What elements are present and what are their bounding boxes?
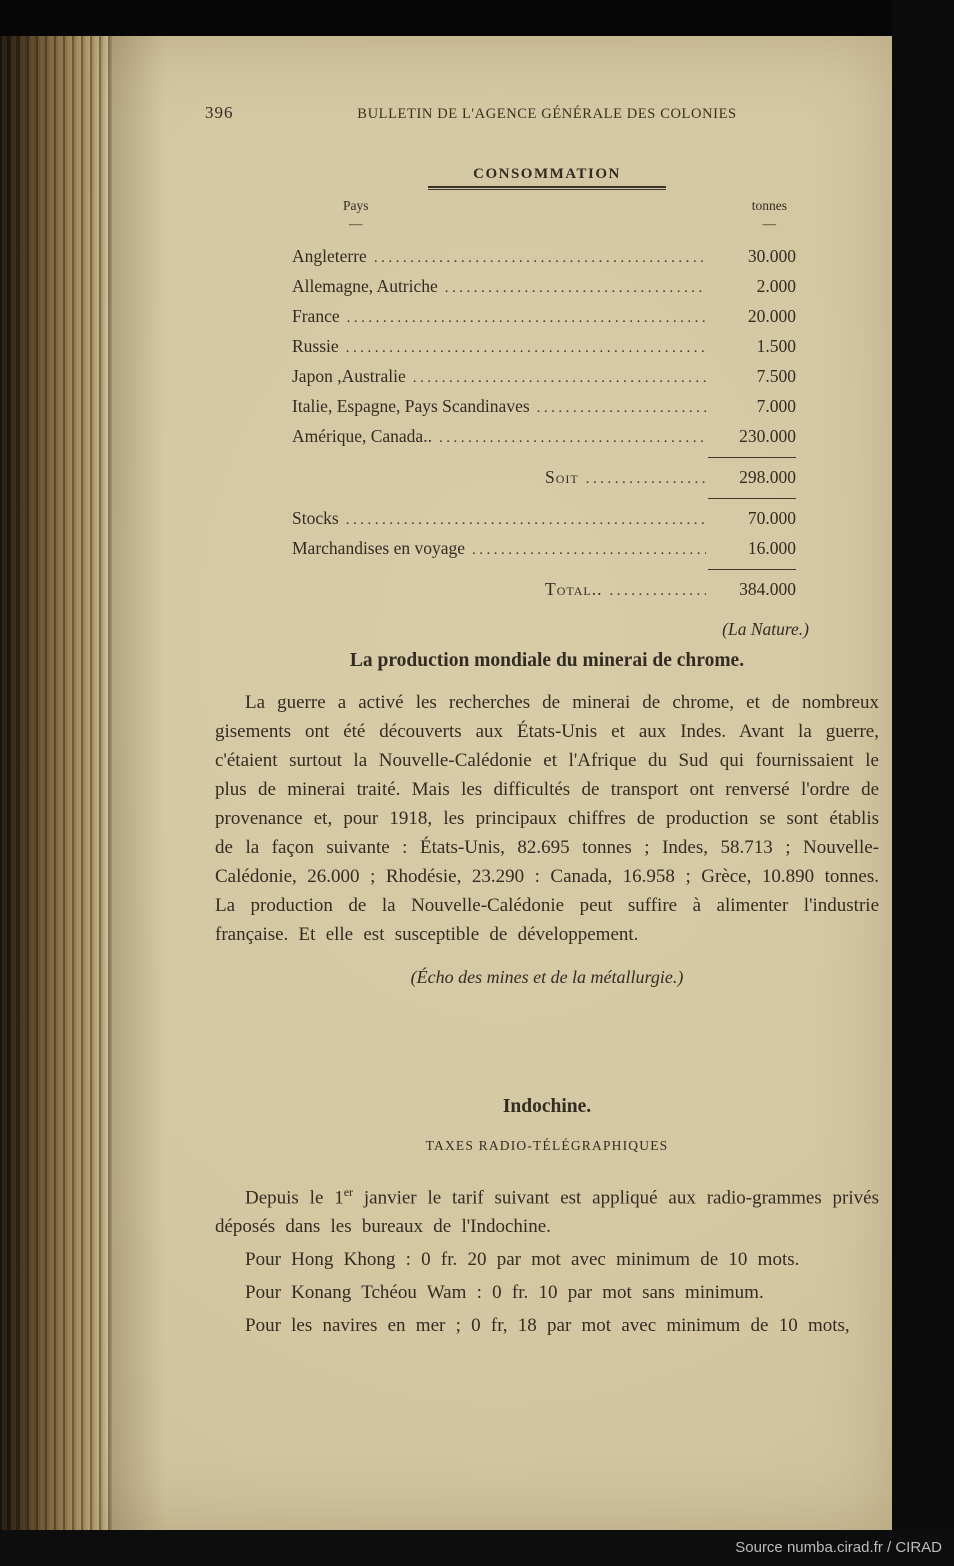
article-chrome (215, 650, 879, 988)
table-row (292, 332, 796, 362)
row-value: 298.000 (739, 467, 796, 487)
row-label: Marchandises en voyage (292, 538, 465, 558)
article-chrome-title: La production mondiale du minerai de chrome. (349, 650, 745, 671)
row-value: 2.000 (756, 276, 796, 296)
row-value: 20.000 (747, 306, 796, 326)
running-header: BULLETIN DE L'AGENCE GÉNÉRALE DES COLONIES (357, 106, 737, 122)
dot-leader (413, 362, 706, 392)
sum-rule (708, 457, 796, 458)
row-label: Japon ,Australie (292, 366, 406, 386)
indochine-paragraph-2: Pour Hong Khong : 0 fr. 20 par mot avec minimum de 10 mots. (245, 1249, 800, 1271)
column-dash: — (349, 216, 363, 231)
row-value: 7.000 (756, 396, 796, 416)
section-indochine (215, 1096, 879, 1340)
dot-leader (609, 575, 706, 605)
sum-rule (708, 498, 796, 499)
dot-leader (472, 534, 706, 564)
indochine-paragraph-1 (215, 1178, 879, 1241)
row-label: Total.. (545, 579, 603, 599)
paragraph-text: janvier le tarif suivant est appliqué aux radio-grammes privés déposés dans les bureaux de l'Indochine. (215, 1187, 879, 1238)
dot-leader (537, 392, 706, 422)
la-nature-source: (La Nature.) (722, 619, 809, 639)
dot-leader (445, 272, 706, 302)
table-column-headers (215, 198, 879, 232)
table-row (292, 302, 796, 332)
column-label-tonnes: tonnes (751, 198, 787, 213)
row-label: Allemagne, Autriche (292, 276, 438, 296)
row-value: 7.500 (756, 366, 796, 386)
row-value: 230.000 (739, 426, 796, 446)
footer-source-attribution: Source numba.cirad.fr / CIRAD (735, 1539, 942, 1556)
row-value: 1.500 (756, 336, 796, 356)
column-header-pays (343, 198, 369, 232)
total-row (545, 575, 796, 605)
total-rule (708, 569, 796, 570)
table-row (292, 272, 796, 302)
echo-source: (Écho des mines et de la métallurgie.) (410, 967, 684, 987)
soit-row (545, 463, 796, 493)
stocks-row (292, 504, 796, 534)
indochine-paragraph-4: Pour les navires en mer ; 0 fr, 18 par mot avec minimum de 10 mots, (245, 1315, 850, 1337)
paragraph-text: Depuis le 1 (245, 1187, 344, 1209)
column-label-pays: Pays (343, 198, 369, 213)
table-title: CONSOMMATION (473, 166, 621, 182)
consumption-table (215, 166, 879, 640)
row-value: 30.000 (747, 246, 796, 266)
gutter-shadow (110, 36, 165, 1530)
row-label: Italie, Espagne, Pays Scandinaves (292, 396, 530, 416)
row-value: 70.000 (747, 508, 796, 528)
table-row (292, 392, 796, 422)
table-row (292, 422, 796, 452)
article-chrome-body: La guerre a activé les recherches de minerai de chrome, et de nombreux gisements ont été découverts aux États-Unis et aux Indes. Avant la guerre, c'étaient surtout la Nouvelle-Calédonie et l'Afrique du Sud qui fournissaient le plus de minerai traité. Mais les difficultés de transport ont renversé l'ordre de provenance et, pour 1918, les principaux chiffres de production se sont établis de la façon suivante : États-Unis, 82.695 tonnes ; Indes, 58.713 ; Nouvelle-Calédonie, 26.000 ; Rhodésie, 23.290 : Canada, 16.958 ; Grèce, 10.890 tonnes. La production de la Nouvelle-Calédonie peut suffire à alimenter l'industrie française. Et elle est susceptible de développement. (215, 692, 879, 945)
column-header-tonnes (752, 198, 787, 232)
superscript-er: er (343, 1185, 354, 1199)
indochine-subtitle: TAXES RADIO-TÉLÉGRAPHIQUES (425, 1138, 669, 1153)
right-black-bar (892, 0, 954, 1566)
top-black-bar (0, 0, 954, 36)
page-number: 396 (205, 103, 234, 122)
row-value: 16.000 (747, 538, 796, 558)
table-rows (215, 242, 879, 605)
indochine-title: Indochine. (502, 1096, 592, 1117)
dot-leader (374, 242, 706, 272)
row-label: Amérique, Canada.. (292, 426, 432, 446)
column-dash: — (762, 216, 777, 231)
row-value: 384.000 (739, 579, 796, 599)
row-label: France (292, 306, 340, 326)
table-row (292, 242, 796, 272)
indochine-paragraph-3: Pour Konang Tchéou Wam : 0 fr. 10 par mot sans minimum. (245, 1282, 764, 1304)
voyage-row (292, 534, 796, 564)
footer-bar (0, 1530, 954, 1566)
dot-leader (347, 302, 706, 332)
dot-leader (439, 422, 706, 452)
table-title-rule (428, 186, 666, 190)
dot-leader (346, 332, 706, 362)
row-label: Stocks (292, 508, 339, 528)
table-row (292, 362, 796, 392)
dot-leader (586, 463, 706, 493)
row-label: Angleterre (292, 246, 367, 266)
row-label: Soit (545, 467, 579, 487)
book-edge-left (0, 36, 112, 1530)
row-label: Russie (292, 336, 339, 356)
dot-leader (346, 504, 706, 534)
